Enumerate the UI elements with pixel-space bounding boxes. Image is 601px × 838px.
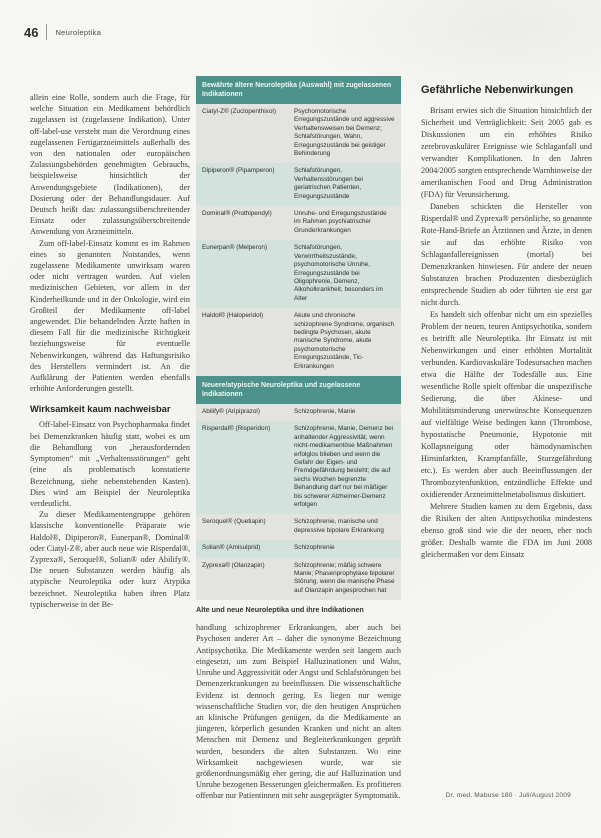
table-row <box>196 104 401 163</box>
drug-indication: Schlafstörungen, Verhaltensstörungen bei geriatrischen Patienten, Erregungszustände <box>294 167 363 200</box>
drug-name: Ciatyl-Z® (Zuclopenthixol) <box>202 108 276 115</box>
drug-indication: Psychomotorische Erregungszustände und aggressive Verhaltensweisen bei Demenz; Schlafstörungen, Wahn, Erregungszustände bei geistiger Behinderung <box>294 108 395 158</box>
section-title: Neuroleptika <box>55 27 102 37</box>
table-header-new-neuroleptika: Neuere/atypische Neuroleptika und zugelassene Indikationen <box>196 376 401 404</box>
table-row <box>196 514 401 540</box>
right-column <box>421 84 592 561</box>
drug-indication: Schizophrenie; mäßig schwere Manie; Phasenprophylaxe bipolarer Störung, wenn die manische Phase auf Olanzapin angesprochen hat <box>294 561 395 594</box>
drug-indication: Akute und chronische schizophrene Syndrome, organisch bedingte Psychosen, akute manische Syndrome, akute psychomotorische Erregungszustände, Tic-Erkrankungen <box>294 312 395 370</box>
drug-name: Solian® (Amisulprid) <box>202 544 261 552</box>
table-row <box>196 206 401 240</box>
body-paragraph: Zum off-label-Einsatz kommt es im Rahmen eines so genannten Notstandes, wenn zugelassene Medikamente unwirksam waren oder nicht vertragen wurden. Auf vielen medizinischen Gebieten, vor allem in der Kinderheilkunde und in der Onkologie, wird ein Großteil der Medikamente off-label angewendet. Die behandelnden Ärzte haften in diesem Fall für die medizinische Richtigkeit beziehungsweise für eventuelle Nebenwirkungen, während das Haftungsrisiko des Herstellers vermindert ist. An die Aufklärung der Patienten werden ebenfalls erhöhte Anforderungen gestellt. <box>30 238 190 394</box>
body-paragraph: Off-label-Einsatz von Psychopharmaka findet bei Demenzkranken häufig statt, wobei es um die Behandlung von „herausfordernden Symptomen“ mit „Verhaltensstörungen“ geht (eine als problematisch konstatierte Bezeichnung, siehe nebenstehenden Kasten). Dies wird am Beispiel der Neuroleptika verdeutlicht. <box>30 420 190 508</box>
drug-indication: Unruhe- und Erregungszustände im Rahmen psychiatrischer Grunderkrankungen <box>294 210 387 234</box>
body-paragraph: handlung schizophrener Erkrankungen, aber auch bei Psychosen anderer Art – daher die synonyme Bezeichnung Antipsychotika. Die Medikamente werden seit langem auch eingesetzt, um zum Beispiel Halluzinationen und Wahn, Unruhe und Aggressivität oder Angst und Schlafstörungen bei Demenzerkrankungen zu beeinflussen. Die wissenschaftliche Evidenz ist dennoch gering. Es liegen nur wenige wissenschaftliche Studien vor, die den heutigen Ansprüchen an klinische Prüfungen genügen, da die Medikamente an jüngeren, körperlich gesunden Kranken und nicht an alten Menschen mit Demenz und Begleiterkrankungen geprüft wurden, besonders die alten Substanzen. Wo eine Wirksamkeit nachgewiesen wurde, war sie größenordnungsmäßig eher gering, die auf Halluzination und Unruhe bezogenen Besserungen gleichermaßen. Es profitieren offenbar nur Patientinnen mit sehr ausgeprägter Symptomatik. <box>196 623 401 801</box>
subheading-wirksamkeit: Wirksamkeit kaum nachweisbar <box>30 404 171 415</box>
page-number: 46 <box>24 24 39 40</box>
table-row <box>196 308 401 376</box>
middle-column <box>196 76 401 802</box>
header-divider <box>46 24 47 40</box>
drug-indication: Schlafstörungen, Verwirrtheitszustände, psychomotorische Unruhe, Erregungszustände bei Oligophrenie, Demenz, Alkoholkrankheit, besonders im Alter <box>294 244 383 302</box>
body-paragraph: allein eine Rolle, sondern auch die Frage, für welche Situation ein Medikament behördlich zugelassen ist (zugelassene Indikation). Unter off-label-use versteht man die Verordnung eines zugelassenen Fertigarzneimittels außerhalb des von den nationalen oder europäischen Zulassungsbehörden genehmigten Gebrauchs, beispielsweise hinsichtlich der Anwendungsgebiete (Indikationen), der Dosierung oder der Behandlungsdauer. Auf Deutsch heißt das: zulassungsüberschreitender Einsatz oder zulassungsüberschreitende Anwendung von Arzneimitteln. <box>30 93 190 237</box>
drug-indication: Schizophrenie, manische und depressive bipolare Erkrankung <box>294 518 384 534</box>
drug-name: Eunerpan® (Melperon) <box>202 244 268 252</box>
drug-indication: Schizophrenie <box>294 544 335 552</box>
left-column <box>30 92 190 610</box>
table-row <box>196 558 401 601</box>
body-paragraph: Brisant erwies sich die Situation hinsichtlich der Sicherheit und Verträglichkeit: Seit 2005 gab es Diskussionen um ein erhöhtes Risiko zerebrovaskulärer Ereignisse wie Schlaganfall und verwandter Komplikationen. In den Jahren 2004/2005 sorgten entsprechende Warnhinweise der amerikanischen Food and Drug Administration (FDA) für Verunsicherung. <box>421 105 592 199</box>
table-row <box>196 163 401 206</box>
drug-name: Zyprexa® (Olanzapin) <box>202 561 265 569</box>
page-header <box>24 24 101 40</box>
drug-name: Dipiperon® (Pipamperon) <box>202 167 275 175</box>
body-paragraph: Zu dieser Medikamentengruppe gehören klassische konventionelle Präparate wie Haldol®, Dipiperon®, Eunerpan®, Dominal® oder Ciatyl-Z®, aber auch neue wie Risperdal®, Zyprexa®, Seroquel®, Solian® oder Abilify®. Die neuen Substanzen werden häufig als atypische Neuroleptika oder kurz Atypika bezeichnet. Neuroleptika haben ihren Platz typischerweise in der Be- <box>30 510 190 609</box>
body-paragraph: Es handelt sich offenbar nicht um ein spezielles Problem der neuen, teuren Antipsychotika, sondern es betrifft alle Neuroleptika. Ihr Einsatz ist mit Nebenwirkungen und einer erhöhten Mortalität verbunden. Kardiovaskuläre Todesursachen machen etwa die Hälfte der Todesfälle aus. Eine wesentliche Rolle spielt offenbar die unspezifische Sedierung, die über Akinese- und Mobilitätsminderung unerwünschte Konsequenzen auf vielfältige Weise bedingen kann (Thrombose, hypostatische Pneumonie, Hypotonie mit Kollapsneigung oder hämodynamischen Hirninfarkten, Krampfanfälle, Sturzgefährdung etc.). Es werden aber auch Beeinflussungen der Thrombozytenfunktion, entzündliche Effekte und oxidierender Arzneimittelmetabolismus diskutiert. <box>421 309 592 499</box>
drug-name: Haldol® (Haloperidol) <box>202 312 264 320</box>
table-caption: Alte und neue Neuroleptika und ihre Indikationen <box>196 605 364 615</box>
drug-indication: Schizophrenie, Manie <box>294 407 356 415</box>
table-row <box>196 240 401 308</box>
journal-footer: Dr. med. Mabuse 180 · Juli/August 2009 <box>445 792 571 799</box>
drug-indication: Schizophrenie, Manie, Demenz bei anhaltender Aggressivität, wenn nicht-medikamentöse Maßnahmen erfolglos blieben und wenn die Gefahr der Eigen- und Fremdgefährdung besteht; die auf sechs Wochen begrenzte Behandlung darf nur bei mäßiger bis schwerer Alzheimer-Demenz erfolgen <box>294 425 394 509</box>
body-paragraph: Mehrere Studien kamen zu dem Ergebnis, dass die Risiken der alten Antipsychotika mindestens ebenso groß sind wie die der neuen, eher noch größer. Deshalb warnte die FDA im Juni 2008 gleichermaßen vor dem Einsatz <box>421 501 592 559</box>
table-row <box>196 540 401 557</box>
drug-name: Seroquel® (Quetiapin) <box>202 518 266 526</box>
body-paragraph: Daneben schickten die Hersteller von Risperdal® und Zyprexa® persönliche, so genannte Rote-Hand-Briefe an Ärztinnen und Ärzte, in denen sie auf das erhöhte Risiko von Schlaganfallereignissen (mortal) bei Demenzkranken hinwiesen. Für andere der neuen Substanzen brachen Produzenten diesbezüglich entsprechende Studien ab oder führten sie erst gar nicht durch. <box>421 201 592 307</box>
drug-name: Abilify® (Aripiprazol) <box>202 407 260 415</box>
neuroleptika-table <box>196 76 401 600</box>
table-row <box>196 421 401 514</box>
drug-name: Dominal® (Prothipendyl) <box>202 210 272 218</box>
drug-name: Risperdal® (Risperidon) <box>202 425 271 433</box>
table-header-old-neuroleptika: Bewährte ältere Neuroleptika (Auswahl) mit zugelassenen Indikationen <box>196 76 401 104</box>
table-row <box>196 404 401 421</box>
heading-nebenwirkungen: Gefährliche Nebenwirkungen <box>421 84 574 96</box>
